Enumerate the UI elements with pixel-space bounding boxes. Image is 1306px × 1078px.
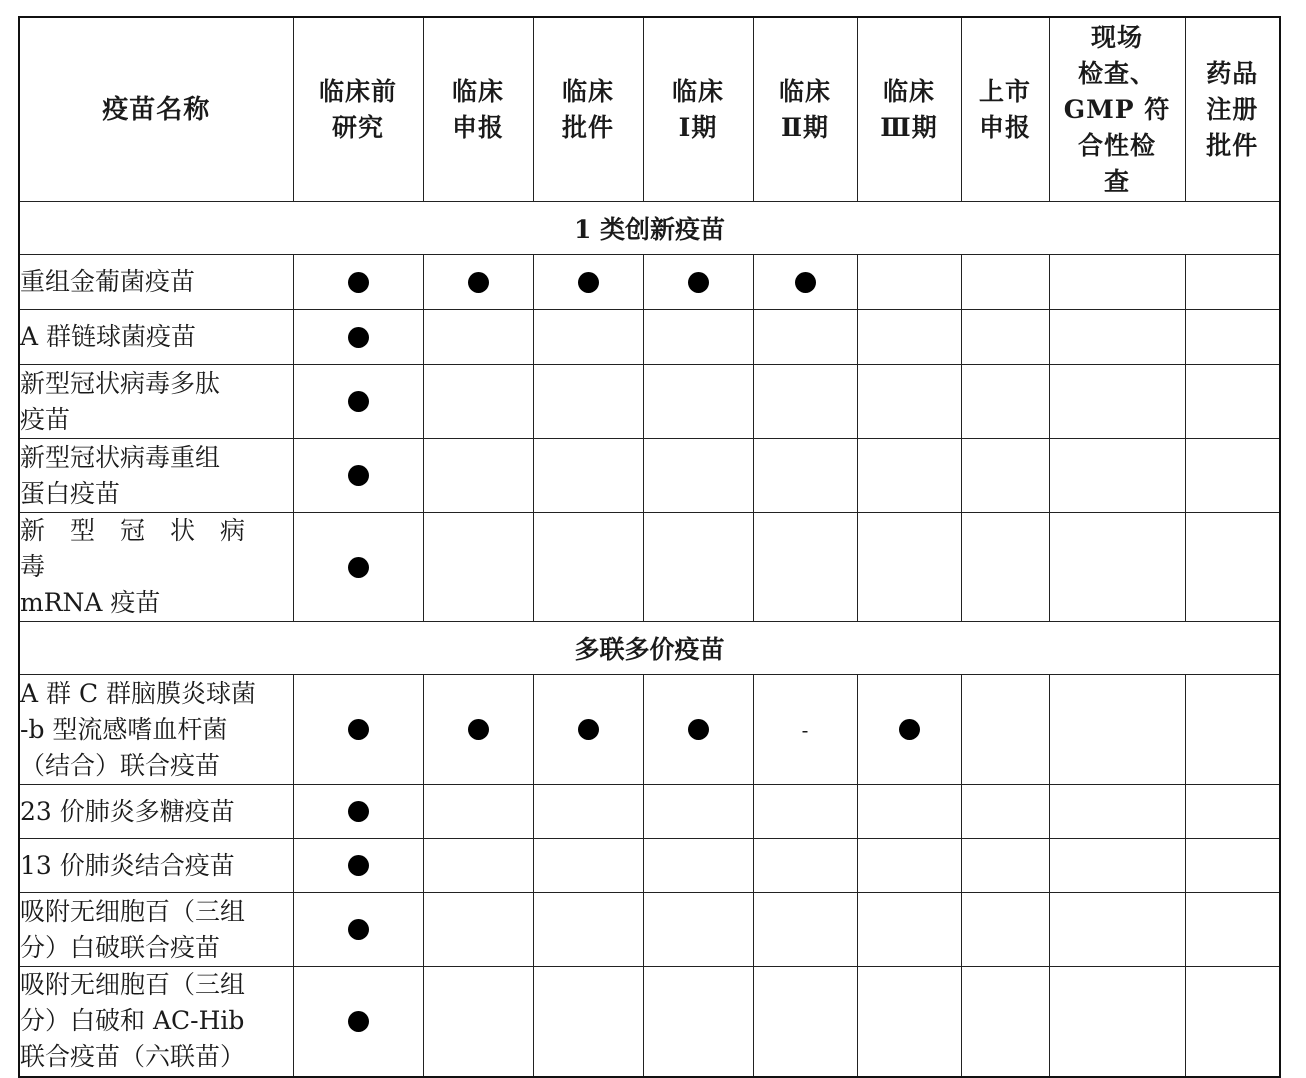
table-row	[19, 839, 1280, 893]
stage-cell	[857, 439, 961, 513]
stage-cell	[961, 785, 1049, 839]
stage-cell	[1185, 839, 1280, 893]
stage-cell	[423, 785, 533, 839]
stage-cell	[1185, 513, 1280, 622]
vaccine-name-cell	[19, 310, 293, 365]
vaccine-pipeline-table	[18, 16, 1281, 1078]
table-row	[19, 513, 1280, 622]
header-market-filing	[961, 17, 1049, 202]
stage-cell	[293, 439, 423, 513]
stage-cell	[423, 839, 533, 893]
stage-cell	[423, 893, 533, 967]
section-header-row	[19, 202, 1280, 255]
header-phase2-line: Ⅱ期	[780, 112, 830, 142]
vaccine-name-line: 蛋白疫苗	[20, 478, 121, 508]
stage-cell	[753, 675, 857, 785]
section-header-row	[19, 622, 1280, 675]
stage-cell	[533, 785, 643, 839]
completed-dot-icon	[348, 557, 369, 578]
stage-cell	[533, 255, 643, 310]
header-phase1	[643, 17, 753, 202]
stage-cell	[533, 513, 643, 622]
stage-cell	[643, 839, 753, 893]
completed-dot-icon	[795, 272, 816, 293]
completed-dot-icon	[348, 465, 369, 486]
not-applicable-dash: -	[801, 717, 809, 742]
stage-cell	[1049, 310, 1185, 365]
completed-dot-icon	[348, 1011, 369, 1032]
vaccine-name-line: mRNA 疫苗	[20, 588, 161, 617]
stage-cell	[961, 310, 1049, 365]
stage-cell	[1049, 967, 1185, 1077]
table-row	[19, 310, 1280, 365]
stage-cell	[1049, 439, 1185, 513]
stage-cell	[643, 785, 753, 839]
stage-cell	[753, 967, 857, 1077]
table-row	[19, 893, 1280, 967]
stage-cell	[423, 439, 533, 513]
vaccine-name-line: 13 价肺炎结合疫苗	[20, 850, 235, 880]
header-market-filing-line: 上市	[978, 76, 1031, 106]
stage-cell	[961, 365, 1049, 439]
header-phase3-line: Ⅲ期	[880, 112, 938, 142]
stage-cell	[857, 839, 961, 893]
stage-cell	[857, 675, 961, 785]
stage-cell	[753, 785, 857, 839]
header-vaccine-name-label: 疫苗名称	[102, 94, 211, 125]
completed-dot-icon	[468, 719, 489, 740]
stage-cell	[753, 839, 857, 893]
stage-cell	[857, 967, 961, 1077]
stage-cell	[961, 255, 1049, 310]
stage-cell	[293, 513, 423, 622]
completed-dot-icon	[348, 801, 369, 822]
header-clinical-approval-line: 临床	[561, 76, 614, 106]
stage-cell	[753, 893, 857, 967]
stage-cell	[1185, 785, 1280, 839]
stage-cell	[857, 785, 961, 839]
completed-dot-icon	[348, 719, 369, 740]
header-preclinical	[293, 17, 423, 202]
stage-cell	[423, 967, 533, 1077]
stage-cell	[857, 255, 961, 310]
completed-dot-icon	[348, 919, 369, 940]
header-gmp-inspection-line: GMP 符	[1063, 94, 1171, 124]
vaccine-name-line: 重组金葡菌疫苗	[20, 267, 196, 296]
header-phase3	[857, 17, 961, 202]
header-clinical-filing	[423, 17, 533, 202]
stage-cell	[533, 839, 643, 893]
section-title: 1 类创新疫苗	[19, 202, 1280, 255]
vaccine-name-line: 吸附无细胞百（三组	[20, 896, 246, 926]
vaccine-name-cell	[19, 513, 293, 622]
stage-cell	[293, 785, 423, 839]
header-preclinical-line: 研究	[331, 112, 384, 142]
header-phase1-line: Ⅰ期	[678, 112, 718, 142]
stage-cell	[961, 967, 1049, 1077]
vaccine-name-line: -b 型流感嗜血杆菌	[20, 714, 228, 744]
header-phase2	[753, 17, 857, 202]
header-gmp-inspection-line: 检查、	[1077, 58, 1156, 88]
stage-cell	[533, 439, 643, 513]
stage-cell	[533, 893, 643, 967]
stage-cell	[293, 365, 423, 439]
vaccine-name-line: 新型冠状病毒重组	[20, 442, 221, 472]
stage-cell	[293, 310, 423, 365]
stage-cell	[1049, 675, 1185, 785]
stage-cell	[293, 255, 423, 310]
stage-cell	[533, 675, 643, 785]
table-row	[19, 675, 1280, 785]
stage-cell	[753, 365, 857, 439]
stage-cell	[1185, 365, 1280, 439]
vaccine-name-line: A 群链球菌疫苗	[20, 322, 197, 351]
stage-cell	[857, 513, 961, 622]
stage-cell	[1049, 839, 1185, 893]
stage-cell	[533, 365, 643, 439]
header-registration-line: 批件	[1206, 130, 1259, 160]
stage-cell	[533, 967, 643, 1077]
stage-cell	[643, 513, 753, 622]
vaccine-name-line: 疫苗	[20, 404, 71, 434]
stage-cell	[1049, 893, 1185, 967]
vaccine-name-line: 新 型 冠 状 病 毒	[20, 516, 271, 581]
table-row	[19, 439, 1280, 513]
header-registration-line: 药品	[1206, 58, 1259, 88]
stage-cell	[1185, 255, 1280, 310]
vaccine-name-cell	[19, 785, 293, 839]
stage-cell	[643, 310, 753, 365]
vaccine-name-line: （结合）联合疫苗	[20, 750, 221, 780]
stage-cell	[961, 439, 1049, 513]
completed-dot-icon	[348, 327, 369, 348]
header-registration-approval	[1185, 17, 1280, 202]
header-clinical-approval	[533, 17, 643, 202]
stage-cell	[423, 513, 533, 622]
table-row	[19, 785, 1280, 839]
stage-cell	[961, 513, 1049, 622]
vaccine-name-line: 23 价肺炎多糖疫苗	[20, 796, 235, 826]
table-row	[19, 967, 1280, 1077]
vaccine-name-line: 新型冠状病毒多肽	[20, 368, 221, 398]
stage-cell	[423, 310, 533, 365]
header-registration-line: 注册	[1206, 94, 1259, 124]
header-vaccine-name	[19, 17, 293, 202]
stage-cell	[643, 967, 753, 1077]
header-phase1-line: 临床	[671, 76, 724, 106]
stage-cell	[753, 513, 857, 622]
vaccine-name-cell	[19, 439, 293, 513]
vaccine-name-line: A 群 C 群脑膜炎球菌	[20, 678, 257, 708]
stage-cell	[643, 255, 753, 310]
header-phase3-line: 临床	[882, 76, 935, 106]
header-row	[19, 17, 1280, 202]
stage-cell	[1049, 365, 1185, 439]
stage-cell	[423, 255, 533, 310]
completed-dot-icon	[688, 719, 709, 740]
stage-cell	[643, 365, 753, 439]
header-gmp-inspection-line: 现场	[1090, 22, 1143, 52]
vaccine-name-line: 吸附无细胞百（三组	[20, 970, 246, 1000]
stage-cell	[293, 839, 423, 893]
completed-dot-icon	[578, 719, 599, 740]
table-row	[19, 365, 1280, 439]
section-title: 多联多价疫苗	[19, 622, 1280, 675]
stage-cell	[643, 439, 753, 513]
table-row	[19, 255, 1280, 310]
completed-dot-icon	[468, 272, 489, 293]
stage-cell	[1049, 785, 1185, 839]
stage-cell	[753, 439, 857, 513]
header-gmp-inspection-line: 查	[1103, 166, 1130, 196]
stage-cell	[1185, 967, 1280, 1077]
stage-cell	[1185, 439, 1280, 513]
vaccine-name-cell	[19, 839, 293, 893]
stage-cell	[1049, 513, 1185, 622]
stage-cell	[293, 967, 423, 1077]
stage-cell	[961, 839, 1049, 893]
stage-cell	[643, 675, 753, 785]
header-clinical-approval-line: 批件	[561, 112, 614, 142]
vaccine-name-line: 分）白破联合疫苗	[20, 932, 221, 962]
stage-cell	[857, 365, 961, 439]
stage-cell	[1185, 893, 1280, 967]
header-market-filing-line: 申报	[978, 112, 1031, 142]
stage-cell	[423, 675, 533, 785]
stage-cell	[961, 893, 1049, 967]
header-clinical-filing-line: 临床	[451, 76, 504, 106]
vaccine-name-line: 分）白破和 AC-Hib	[20, 1006, 245, 1036]
header-phase2-line: 临床	[778, 76, 831, 106]
stage-cell	[753, 255, 857, 310]
stage-cell	[533, 310, 643, 365]
header-gmp-inspection-line: 合性检	[1077, 130, 1156, 160]
completed-dot-icon	[348, 391, 369, 412]
table-body	[19, 202, 1280, 1077]
stage-cell	[961, 675, 1049, 785]
header-clinical-filing-line: 申报	[451, 112, 504, 142]
completed-dot-icon	[348, 272, 369, 293]
stage-cell	[1185, 675, 1280, 785]
vaccine-name-cell	[19, 967, 293, 1077]
stage-cell	[423, 365, 533, 439]
completed-dot-icon	[348, 855, 369, 876]
completed-dot-icon	[899, 719, 920, 740]
vaccine-name-cell	[19, 893, 293, 967]
completed-dot-icon	[578, 272, 599, 293]
stage-cell	[857, 893, 961, 967]
stage-cell	[857, 310, 961, 365]
stage-cell	[1049, 255, 1185, 310]
stage-cell	[1185, 310, 1280, 365]
header-gmp-inspection	[1049, 17, 1185, 202]
completed-dot-icon	[688, 272, 709, 293]
header-preclinical-line: 临床前	[318, 76, 397, 106]
vaccine-name-cell	[19, 365, 293, 439]
vaccine-name-line: 联合疫苗（六联苗）	[20, 1042, 246, 1072]
stage-cell	[293, 893, 423, 967]
stage-cell	[643, 893, 753, 967]
vaccine-name-cell	[19, 255, 293, 310]
vaccine-name-cell	[19, 675, 293, 785]
stage-cell	[753, 310, 857, 365]
stage-cell	[293, 675, 423, 785]
